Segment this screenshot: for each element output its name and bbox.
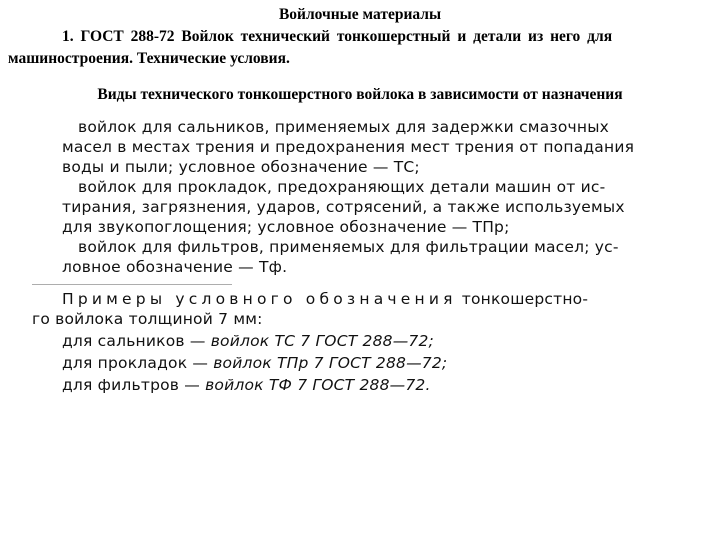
type-line: ловное обозначение — Тф. bbox=[62, 258, 288, 276]
gost-heading-line-2: машиностроения. Технические условия. bbox=[8, 50, 290, 67]
example-line bbox=[62, 332, 434, 350]
scan-artifact bbox=[32, 284, 232, 285]
type-line: войлок для прокладок, предохраняющих детали машин от ис- bbox=[78, 178, 606, 196]
example-designation: войлок ТС 7 ГОСТ 288—72; bbox=[210, 332, 434, 350]
example-prefix: для прокладок — bbox=[62, 354, 214, 372]
type-line: войлок для сальников, применяемых для задержки смазочных bbox=[78, 118, 610, 136]
type-line: воды и пыли; условное обозначение — ТС; bbox=[62, 158, 420, 176]
document-title: Войлочные материалы bbox=[278, 6, 442, 23]
section-subtitle: Виды технического тонкошерстного войлока в зависимости от назначения bbox=[97, 86, 623, 103]
type-line: войлок для фильтров, применяемых для фильтрации масел; ус- bbox=[78, 238, 619, 256]
example-prefix: для сальников — bbox=[62, 332, 211, 350]
example-designation: войлок ТФ 7 ГОСТ 288—72. bbox=[205, 376, 431, 394]
gost-heading-line-1: 1. ГОСТ 288-72 Войлок технический тонкошерстный и детали из него для bbox=[62, 28, 613, 45]
example-line bbox=[62, 376, 431, 394]
type-line: тирания, загрязнения, ударов, сотрясений, а также используемых bbox=[62, 198, 625, 216]
examples-intro bbox=[62, 290, 588, 308]
type-line: для звукопоглощения; условное обозначение — ТПр; bbox=[62, 218, 510, 236]
type-line: масел в местах трения и предохранения мест трения от попадания bbox=[62, 138, 635, 156]
example-prefix: для фильтров — bbox=[62, 376, 206, 394]
example-designation: войлок ТПр 7 ГОСТ 288—72; bbox=[213, 354, 448, 372]
examples-intro-line-2: го войлока толщиной 7 мм: bbox=[32, 310, 263, 328]
example-line bbox=[62, 354, 447, 372]
examples-intro-spaced: Примеры условного обозначения bbox=[62, 290, 457, 308]
examples-intro-rest: тонкошерстно- bbox=[456, 290, 589, 308]
